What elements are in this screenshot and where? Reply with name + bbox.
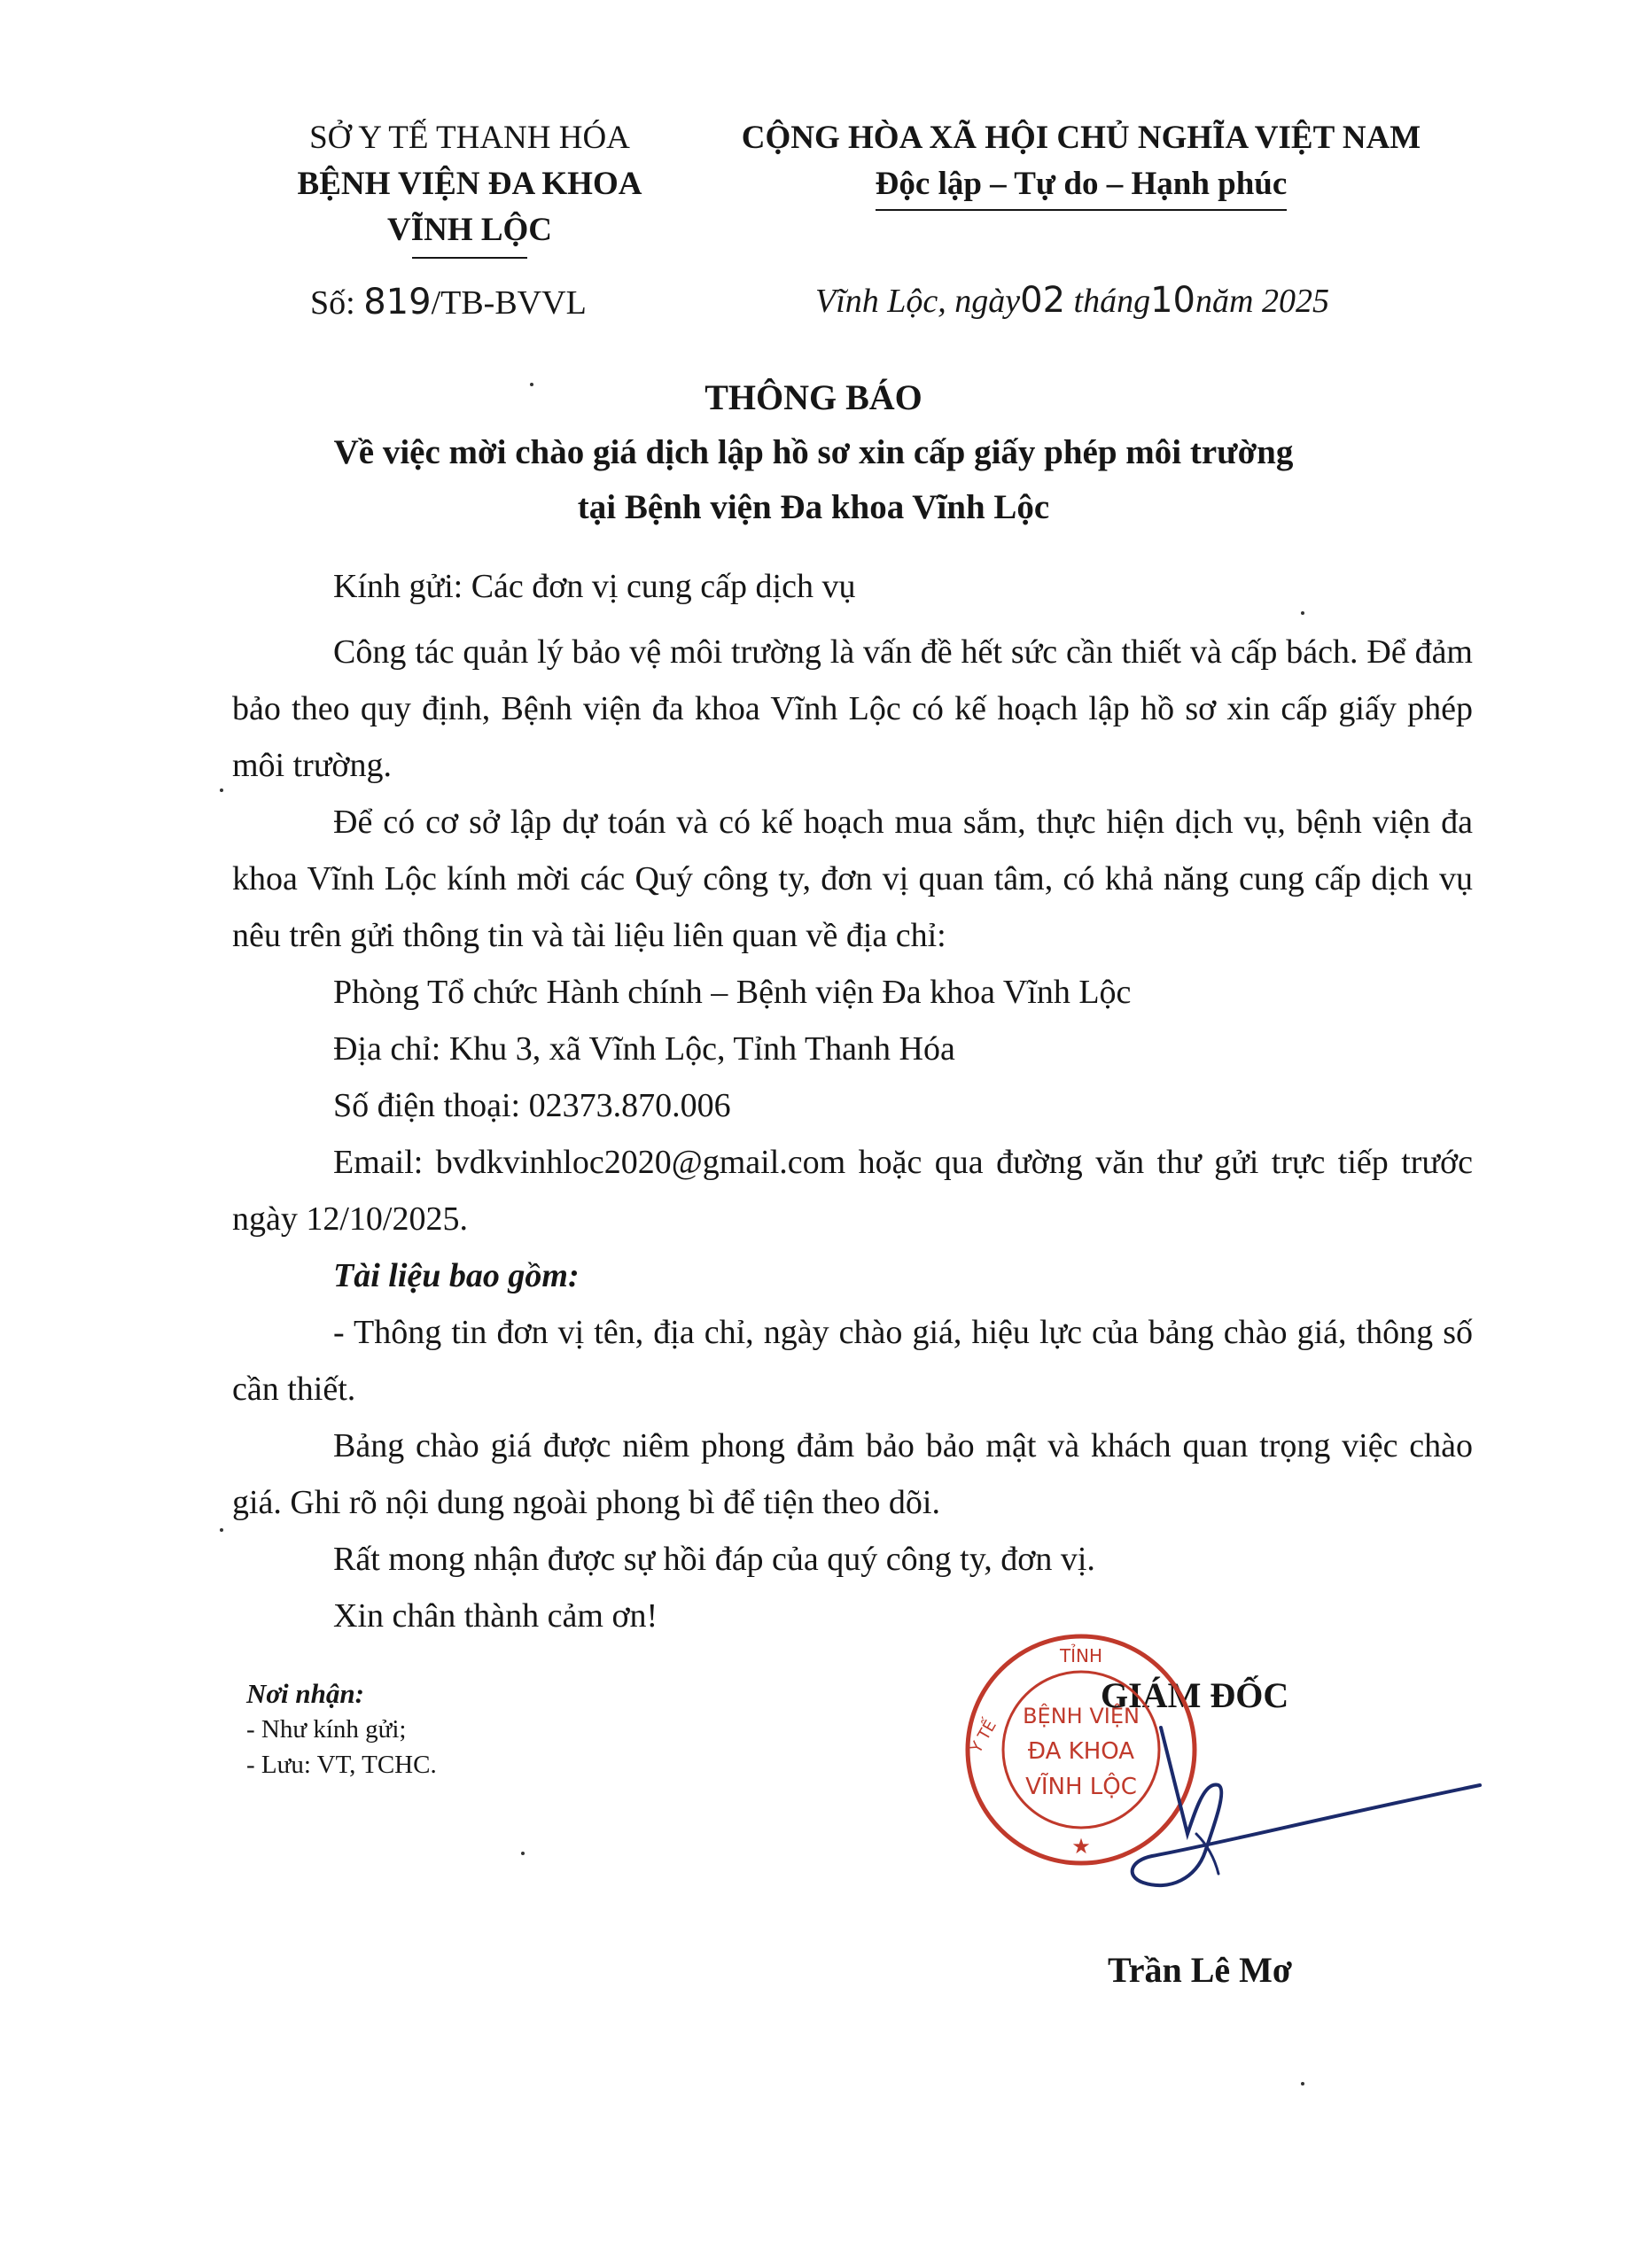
stamp-line2: ĐA KHOA — [1027, 1738, 1135, 1765]
office-line: Phòng Tổ chức Hành chính – Bệnh viện Đa khoa Vĩnh Lộc — [333, 974, 1132, 1011]
scan-speck — [1301, 611, 1304, 615]
recipient-item: - Như kính gửi; — [246, 1715, 407, 1744]
scan-speck — [1301, 2082, 1304, 2085]
closing-thanks: Xin chân thành cảm ơn! — [333, 1597, 658, 1635]
issuer-name: BỆNH VIỆN ĐA KHOA — [297, 166, 642, 202]
document-subject-line1: Về việc mời chào giá dịch lập hồ sơ xin cấp giấy phép môi trường — [333, 433, 1294, 471]
scan-speck — [220, 1528, 223, 1532]
scan-speck — [521, 1852, 525, 1855]
document-number — [310, 282, 587, 322]
phone-line: Số điện thoại: 02373.870.006 — [333, 1087, 731, 1124]
stamp-star-icon: ★ — [1071, 1834, 1091, 1859]
scan-speck — [530, 383, 533, 386]
email-line: Email: bvdkvinhloc2020@gmail.com hoặc qua đường văn thư gửi trực tiếp trước ngày 12/10/2025. — [232, 1144, 1473, 1238]
issuer-name-line2: VĨNH LỘC — [239, 207, 700, 259]
document-title: THÔNG BÁO — [705, 377, 922, 417]
stamp-line3: VĨNH LỘC — [1025, 1774, 1137, 1800]
issuer-parent: SỞ Y TẾ THANH HÓA — [309, 120, 630, 156]
recipients-heading: Nơi nhận: — [246, 1678, 364, 1709]
stamp-ring-side: Y TẾ — [967, 1717, 1000, 1757]
stamp-line1: BỆNH VIỆN — [1023, 1704, 1140, 1728]
date-day: 02 — [1020, 280, 1066, 321]
national-motto-line — [682, 161, 1480, 211]
documents-item: - Thông tin đơn vị tên, địa chỉ, ngày chào giá, hiệu lực của bảng chào giá, thông số cần thiết. — [232, 1314, 1473, 1408]
national-title: CỘNG HÒA XÃ HỘI CHỦ NGHĨA VIỆT NAM — [741, 120, 1421, 156]
scan-speck — [220, 788, 223, 792]
date-month: 10 — [1150, 280, 1196, 321]
paragraph-1: Công tác quản lý bảo vệ môi trường là vấn đề hết sức cần thiết và cấp bách. Để đảm bảo theo quy định, Bệnh viện đa khoa Vĩnh Lộc có kế hoạch lập hồ sơ xin cấp giấy phép môi trường. — [232, 633, 1473, 784]
national-motto: Độc lập – Tự do – Hạnh phúc — [876, 161, 1288, 211]
document-title-block — [0, 370, 1627, 535]
paragraph-4: Rất mong nhận được sự hồi đáp của quý công ty, đơn vị. — [333, 1541, 1095, 1578]
document-body — [232, 558, 1473, 1644]
issuer-underline — [412, 257, 527, 259]
place-date: Vĩnh Lộc, ngày02 tháng10năm 2025 — [815, 280, 1329, 321]
recipient-item: - Lưu: VT, TCHC. — [246, 1751, 437, 1779]
national-header — [682, 115, 1480, 211]
address-line: Địa chỉ: Khu 3, xã Vĩnh Lộc, Tỉnh Thanh Hóa — [333, 1030, 955, 1068]
paragraph-2: Để có cơ sở lập dự toán và có kế hoạch mua sắm, thực hiện dịch vụ, bệnh viện đa khoa Vĩnh Lộc kính mời các Quý công ty, đơn vị quan tâm, có khả năng cung cấp dịch vụ nêu trên gửi thông tin và tài liệu liên quan về địa chỉ: — [232, 804, 1473, 954]
paragraph-3: Bảng chào giá được niêm phong đảm bảo bảo mật và khách quan trọng việc chào giá. Ghi rõ nội dung ngoài phong bì để tiện theo dõi. — [232, 1427, 1473, 1521]
doc-number-prefix: Số: — [310, 284, 364, 322]
stamp-ring-top: TỈNH — [1059, 1645, 1103, 1666]
handwritten-signature — [1063, 1701, 1506, 1905]
signer-name: Trần Lê Mơ — [1108, 1950, 1293, 1990]
recipients-block — [246, 1676, 437, 1783]
doc-number-handwritten: 819 — [363, 282, 432, 322]
issuer-block — [239, 115, 700, 259]
documents-heading: Tài liệu bao gồm: — [333, 1257, 580, 1294]
signer-title: GIÁM ĐỐC — [1101, 1675, 1289, 1715]
salutation: Kính gửi: Các đơn vị cung cấp dịch vụ — [333, 568, 856, 605]
document-subject-line2: tại Bệnh viện Đa khoa Vĩnh Lộc — [577, 488, 1050, 526]
doc-number-suffix: /TB-BVVL — [431, 284, 587, 322]
